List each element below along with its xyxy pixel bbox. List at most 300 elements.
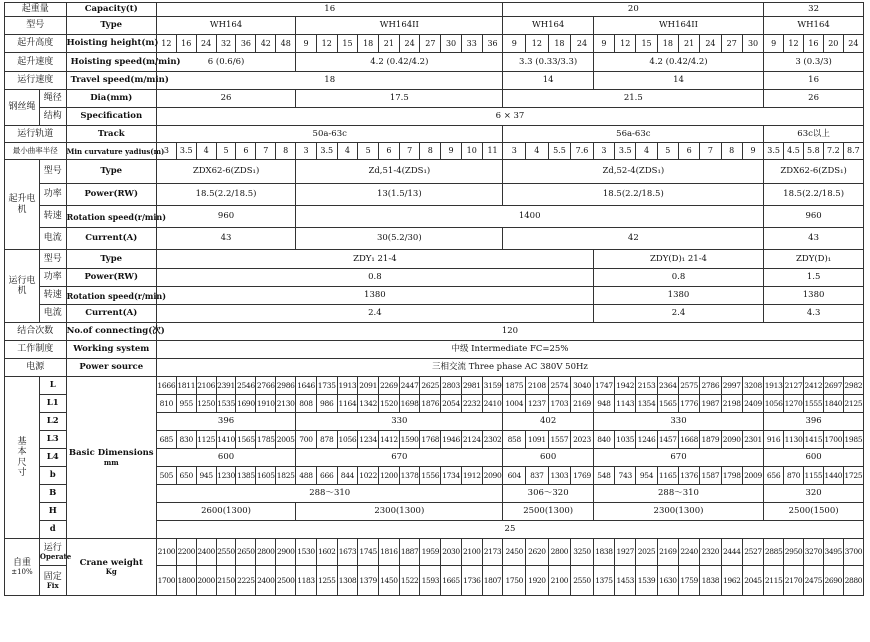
dims-value: 1776	[678, 395, 699, 413]
dims-label: L2	[39, 413, 66, 431]
dims-unit: mm	[103, 457, 119, 467]
dims-value: 650	[176, 467, 196, 485]
dims-value: 1412	[379, 431, 400, 449]
lift-height-value: 18	[548, 35, 571, 53]
type-en: Type	[66, 17, 156, 35]
dims-value: 1410	[216, 431, 236, 449]
rope-spec-value: 6 × 37	[156, 108, 863, 126]
lift-height-value: 48	[276, 35, 296, 53]
weight-fix-value: 1750	[503, 566, 526, 596]
hoist-type-value: ZDX62-6(ZDS₁)	[156, 160, 295, 184]
hoist-motor-cn: 起升电机	[5, 160, 40, 250]
dims-value: 870	[784, 467, 804, 485]
weight-cn	[5, 539, 40, 596]
dims-value: 1747	[593, 377, 614, 395]
min-radius-value: 7.2	[823, 143, 843, 160]
power-source-cn: 电源	[5, 359, 67, 377]
working-system-value: 中级 Intermediate FC=25%	[156, 341, 863, 359]
weight-operate-value: 1838	[593, 539, 614, 566]
dims-value: 402	[503, 413, 593, 431]
dims-value: 1646	[296, 377, 317, 395]
dims-value: 656	[764, 467, 784, 485]
weight-fix-value: 1183	[296, 566, 317, 596]
dims-value: 670	[296, 449, 503, 467]
dims-value: 1605	[256, 467, 276, 485]
dims-value: 916	[764, 431, 784, 449]
min-radius-value: 4	[526, 143, 549, 160]
dims-value: 1734	[441, 467, 462, 485]
dims-value: 808	[296, 395, 317, 413]
capacity-en: Capacity(t)	[66, 3, 156, 17]
dims-value: 320	[764, 485, 864, 503]
dims-value: 1725	[843, 467, 863, 485]
dims-value: 2301	[742, 431, 763, 449]
hoist-rot-en: Rotation speed(r/min)	[66, 206, 156, 228]
dims-en	[66, 377, 156, 539]
dims-value: 2410	[482, 395, 503, 413]
min-radius-value: 3	[593, 143, 614, 160]
dims-value: 600	[764, 449, 864, 467]
dims-value: 288～310	[156, 485, 503, 503]
weight-operate-value: 2527	[742, 539, 763, 566]
dims-value: 1587	[700, 467, 721, 485]
weight-fix	[39, 566, 66, 596]
weight-fix-value: 1255	[316, 566, 337, 596]
dims-value: 1690	[236, 395, 256, 413]
weight-operate-value: 3700	[843, 539, 863, 566]
weight-operate-value: 2800	[548, 539, 571, 566]
weight-operate-value: 3495	[823, 539, 843, 566]
travel-speed-value: 16	[764, 72, 864, 90]
dims-value: 840	[593, 431, 614, 449]
dims-value: 2106	[196, 377, 216, 395]
lift-height-en: Hoisting height(m)	[66, 35, 156, 53]
lift-height-value: 30	[742, 35, 763, 53]
dims-value: 1825	[276, 467, 296, 485]
travel-rot-cn: 转速	[39, 287, 66, 305]
lift-speed-value: 4.2 (0.42/4.2)	[593, 53, 763, 72]
dims-value: 1535	[216, 395, 236, 413]
dims-value: 396	[764, 413, 864, 431]
lift-speed-value: 4.2 (0.42/4.2)	[296, 53, 503, 72]
lift-height-value: 15	[337, 35, 358, 53]
lift-height-value: 27	[420, 35, 441, 53]
dims-value: 1840	[823, 395, 843, 413]
dims-value: 1565	[657, 395, 678, 413]
dims-label: L1	[39, 395, 66, 413]
dims-value: 1246	[636, 431, 657, 449]
dims-label: d	[39, 521, 66, 539]
travel-cur-value: 4.3	[764, 305, 864, 323]
travel-cur-en: Current(A)	[66, 305, 156, 323]
dims-value: 1910	[256, 395, 276, 413]
weight-fix-value: 2225	[236, 566, 256, 596]
hoist-cur-value: 43	[764, 228, 864, 250]
min-radius-value: 8.7	[843, 143, 863, 160]
hoist-cur-value: 30(5.2/30)	[296, 228, 503, 250]
dims-value: 306～320	[503, 485, 593, 503]
travel-rot-value: 1380	[764, 287, 864, 305]
weight-operate-value: 2950	[784, 539, 804, 566]
dims-value: 1768	[420, 431, 441, 449]
weight-fix-value: 2550	[571, 566, 594, 596]
min-radius-value: 7	[399, 143, 420, 160]
hoist-type-value: Zd,52-4(ZDS₁)	[503, 160, 764, 184]
dims-value: 2169	[571, 395, 594, 413]
dims-en-label: Basic Dimensions	[68, 448, 154, 459]
lift-height-value: 36	[482, 35, 503, 53]
travel-rot-value: 1380	[156, 287, 593, 305]
lift-height-value: 36	[236, 35, 256, 53]
dims-value: 548	[593, 467, 614, 485]
lift-speed-value: 3 (0.3/3)	[764, 53, 864, 72]
dims-value: 2300(1300)	[593, 503, 763, 521]
weight-en-label: Crane weight	[79, 557, 143, 568]
dims-value: 1700	[823, 431, 843, 449]
lift-height-value: 18	[657, 35, 678, 53]
dims-value: 2005	[276, 431, 296, 449]
dims-value: 2697	[823, 377, 843, 395]
capacity-20: 20	[503, 3, 764, 17]
weight-operate-value: 3270	[803, 539, 823, 566]
dims-value: 685	[156, 431, 176, 449]
dims-value: 1769	[571, 467, 594, 485]
dims-value: 3208	[742, 377, 763, 395]
dims-value: 1811	[176, 377, 196, 395]
weight-operate-value: 2240	[678, 539, 699, 566]
rope-dia-cn: 绳径	[39, 90, 66, 108]
hoist-rot-value: 960	[156, 206, 295, 228]
lift-height-value: 27	[721, 35, 742, 53]
lift-height-value: 24	[196, 35, 216, 53]
weight-fix-value: 2000	[196, 566, 216, 596]
hoist-cur-value: 42	[503, 228, 764, 250]
min-radius-value: 9	[742, 143, 763, 160]
lift-height-value: 15	[636, 35, 657, 53]
weight-fix-value: 1807	[482, 566, 503, 596]
dims-value: 2364	[657, 377, 678, 395]
min-radius-value: 6	[379, 143, 400, 160]
dims-value: 2269	[379, 377, 400, 395]
weight-fix-value: 2880	[843, 566, 863, 596]
dims-value: 1270	[784, 395, 804, 413]
lift-height-value: 18	[358, 35, 379, 53]
dims-value: 878	[316, 431, 337, 449]
lift-height-value: 20	[823, 35, 843, 53]
weight-operate-value: 2320	[700, 539, 721, 566]
dims-value: 1985	[843, 431, 863, 449]
dims-value: 2108	[526, 377, 549, 395]
hoist-rot-cn: 转速	[39, 206, 66, 228]
capacity-16: 16	[156, 3, 503, 17]
dims-value: 1155	[803, 467, 823, 485]
min-radius-value: 6	[678, 143, 699, 160]
lift-speed-value: 6 (0.6/6)	[156, 53, 295, 72]
weight-operate-value: 1530	[296, 539, 317, 566]
dims-value: 1457	[657, 431, 678, 449]
lift-speed-value: 3.3 (0.33/3.3)	[503, 53, 593, 72]
weight-fix-value: 2150	[216, 566, 236, 596]
weight-fix-cn: 固定	[43, 571, 62, 582]
dims-value: 2125	[843, 395, 863, 413]
dims-value: 2600(1300)	[156, 503, 295, 521]
lift-height-value: 21	[678, 35, 699, 53]
dims-value: 1022	[358, 467, 379, 485]
dims-label: L4	[39, 449, 66, 467]
hoist-type-cn: 型号	[39, 160, 66, 184]
dims-value: 844	[337, 467, 358, 485]
dims-value: 1200	[379, 467, 400, 485]
lift-height-cn: 起升高度	[5, 35, 67, 53]
spec-table	[4, 2, 864, 596]
lift-height-value: 21	[379, 35, 400, 53]
rope-dia-value: 17.5	[296, 90, 503, 108]
travel-motor-cn: 运行电机	[5, 250, 40, 323]
dims-value: 2198	[721, 395, 742, 413]
type-value: WH164	[503, 17, 593, 35]
travel-power-cn: 功率	[39, 269, 66, 287]
min-radius-value: 3.5	[615, 143, 636, 160]
min-radius-value: 5	[216, 143, 236, 160]
weight-fix-en: Fix	[46, 580, 59, 590]
travel-type-en: Type	[66, 250, 156, 269]
dims-value: 330	[296, 413, 503, 431]
dims-value: 700	[296, 431, 317, 449]
dims-value: 2786	[700, 377, 721, 395]
lift-height-value: 24	[571, 35, 594, 53]
dims-label: H	[39, 503, 66, 521]
weight-fix-value: 1453	[615, 566, 636, 596]
dims-value: 1130	[784, 431, 804, 449]
dims-value: 2153	[636, 377, 657, 395]
dims-value: 1875	[503, 377, 526, 395]
min-radius-value: 8	[721, 143, 742, 160]
weight-operate-value: 2550	[216, 539, 236, 566]
dims-value: 1668	[678, 431, 699, 449]
weight-operate-value: 3250	[571, 539, 594, 566]
min-radius-value: 4.5	[784, 143, 804, 160]
dims-value: 330	[593, 413, 763, 431]
dims-value: 1250	[196, 395, 216, 413]
min-radius-value: 7	[256, 143, 276, 160]
weight-operate-value: 1887	[399, 539, 420, 566]
dims-value: 810	[156, 395, 176, 413]
type-value: WH164	[156, 17, 295, 35]
weight-operate-value: 2620	[526, 539, 549, 566]
weight-operate-value: 1673	[337, 539, 358, 566]
lift-height-value: 9	[764, 35, 784, 53]
dims-label: L3	[39, 431, 66, 449]
connecting-value: 120	[156, 323, 863, 341]
dims-value: 743	[615, 467, 636, 485]
weight-operate-value: 1745	[358, 539, 379, 566]
track-cn: 运行轨道	[5, 126, 67, 143]
dims-value: 600	[503, 449, 593, 467]
weight-operate-value: 1927	[615, 539, 636, 566]
min-radius-value: 8	[276, 143, 296, 160]
lift-height-value: 24	[843, 35, 863, 53]
min-radius-value: 5.8	[803, 143, 823, 160]
dims-value: 2981	[461, 377, 482, 395]
hoist-cur-cn: 电流	[39, 228, 66, 250]
weight-operate-value: 2450	[503, 539, 526, 566]
weight-operate-value: 1816	[379, 539, 400, 566]
dims-value: 1165	[657, 467, 678, 485]
travel-type-cn: 型号	[39, 250, 66, 269]
hoist-power-value: 18.5(2.2/18.5)	[503, 184, 764, 206]
dims-value: 604	[503, 467, 526, 485]
dims-value: 2023	[571, 431, 594, 449]
weight-fix-value: 1593	[420, 566, 441, 596]
min-radius-value: 4	[196, 143, 216, 160]
dims-value: 2409	[742, 395, 763, 413]
weight-fix-value: 1920	[526, 566, 549, 596]
dims-value: 1035	[615, 431, 636, 449]
min-radius-value: 3.5	[764, 143, 784, 160]
hoist-rot-value: 1400	[296, 206, 764, 228]
dims-value: 955	[176, 395, 196, 413]
weight-operate	[39, 539, 72, 566]
dims-value: 3040	[571, 377, 594, 395]
dims-value: 1703	[548, 395, 571, 413]
dims-value: 1303	[548, 467, 571, 485]
weight-fix-value: 1800	[176, 566, 196, 596]
dims-value: 2091	[358, 377, 379, 395]
lift-height-value: 24	[399, 35, 420, 53]
track-value: 63c以上	[764, 126, 864, 143]
lift-height-value: 16	[803, 35, 823, 53]
dims-value: 1520	[379, 395, 400, 413]
dims-value: 2982	[843, 377, 863, 395]
rope-dia-value: 26	[764, 90, 864, 108]
dims-value: 670	[593, 449, 763, 467]
dims-value: 1415	[803, 431, 823, 449]
travel-type-value: ZDY(D)₁	[764, 250, 864, 269]
hoist-rot-value: 960	[764, 206, 864, 228]
dims-value: 948	[593, 395, 614, 413]
weight-en	[66, 539, 156, 596]
dims-value: 396	[156, 413, 295, 431]
lift-height-value: 30	[441, 35, 462, 53]
rope-dia-value: 21.5	[503, 90, 764, 108]
dims-value: 505	[156, 467, 176, 485]
weight-operate-value: 2650	[236, 539, 256, 566]
dims-value: 1913	[337, 377, 358, 395]
dims-value: 986	[316, 395, 337, 413]
dims-value: 2447	[399, 377, 420, 395]
dims-value: 1237	[526, 395, 549, 413]
dims-value: 1234	[358, 431, 379, 449]
hoist-type-value: ZDX62-6(ZDS₁)	[764, 160, 864, 184]
power-source-value: 三相交流 Three phase AC 380V 50Hz	[156, 359, 863, 377]
lift-height-value: 9	[296, 35, 317, 53]
weight-operate-value: 2100	[461, 539, 482, 566]
dims-value: 1091	[526, 431, 549, 449]
travel-cur-cn: 电流	[39, 305, 66, 323]
weight-fix-value: 2115	[764, 566, 784, 596]
dims-value: 1590	[399, 431, 420, 449]
weight-fix-value: 2475	[803, 566, 823, 596]
min-radius-value: 4	[636, 143, 657, 160]
dims-value: 1385	[236, 467, 256, 485]
weight-fix-value: 1379	[358, 566, 379, 596]
dims-value: 2500(1500)	[764, 503, 864, 521]
lift-height-value: 12	[526, 35, 549, 53]
dims-value: 1164	[337, 395, 358, 413]
track-value: 50a-63c	[156, 126, 503, 143]
dims-value: 1942	[615, 377, 636, 395]
dims-value: 837	[526, 467, 549, 485]
dims-value: 1913	[764, 377, 784, 395]
travel-rot-value: 1380	[593, 287, 763, 305]
weight-fix-value: 1700	[156, 566, 176, 596]
connecting-cn: 结合次数	[5, 323, 67, 341]
dims-value: 2054	[441, 395, 462, 413]
dims-value: 2625	[420, 377, 441, 395]
weight-operate-value: 2444	[721, 539, 742, 566]
travel-speed-value: 14	[503, 72, 593, 90]
weight-operate-value: 1602	[316, 539, 337, 566]
lift-height-value: 12	[316, 35, 337, 53]
weight-unit: Kg	[105, 567, 117, 577]
weight-tolerance: ±10%	[11, 568, 33, 577]
dims-value: 2130	[276, 395, 296, 413]
dims-value: 2009	[742, 467, 763, 485]
working-system-en: Working system	[66, 341, 156, 359]
rope-dia-en: Dia(mm)	[66, 90, 156, 108]
dims-value: 1556	[420, 467, 441, 485]
dims-value: 2575	[678, 377, 699, 395]
travel-cur-value: 2.4	[156, 305, 593, 323]
hoist-power-cn: 功率	[39, 184, 66, 206]
weight-fix-value: 1665	[441, 566, 462, 596]
weight-fix-value: 1450	[379, 566, 400, 596]
travel-power-value: 0.8	[593, 269, 763, 287]
min-radius-value: 8	[420, 143, 441, 160]
weight-operate-value: 2030	[441, 539, 462, 566]
min-radius-value: 7.6	[571, 143, 594, 160]
dims-value: 1698	[399, 395, 420, 413]
type-value: WH164II	[296, 17, 503, 35]
dims-value: 2574	[548, 377, 571, 395]
travel-power-en: Power(RW)	[66, 269, 156, 287]
dims-value: 1912	[461, 467, 482, 485]
dims-value: 1798	[721, 467, 742, 485]
travel-power-value: 0.8	[156, 269, 593, 287]
lift-height-value: 24	[700, 35, 721, 53]
hoist-power-value: 13(1.5/13)	[296, 184, 503, 206]
power-source-en: Power source	[66, 359, 156, 377]
dims-value: 1987	[700, 395, 721, 413]
travel-speed-value: 14	[593, 72, 763, 90]
weight-operate-value: 2885	[764, 539, 784, 566]
capacity-cn: 起重量	[5, 3, 67, 17]
weight-fix-value: 1962	[721, 566, 742, 596]
hoist-power-value: 18.5(2.2/18.5)	[156, 184, 295, 206]
dims-value: 1557	[548, 431, 571, 449]
travel-speed-value: 18	[156, 72, 503, 90]
weight-fix-value: 2045	[742, 566, 763, 596]
spec-sheet	[4, 2, 864, 636]
weight-operate-value: 2169	[657, 539, 678, 566]
min-radius-cn: 最小曲率半径	[5, 143, 67, 160]
weight-operate-en: Operate	[39, 552, 72, 561]
weight-fix-value: 1375	[593, 566, 614, 596]
type-value: WH164	[764, 17, 864, 35]
dims-value: 2997	[721, 377, 742, 395]
dims-value: 1555	[803, 395, 823, 413]
weight-operate-value: 2100	[156, 539, 176, 566]
